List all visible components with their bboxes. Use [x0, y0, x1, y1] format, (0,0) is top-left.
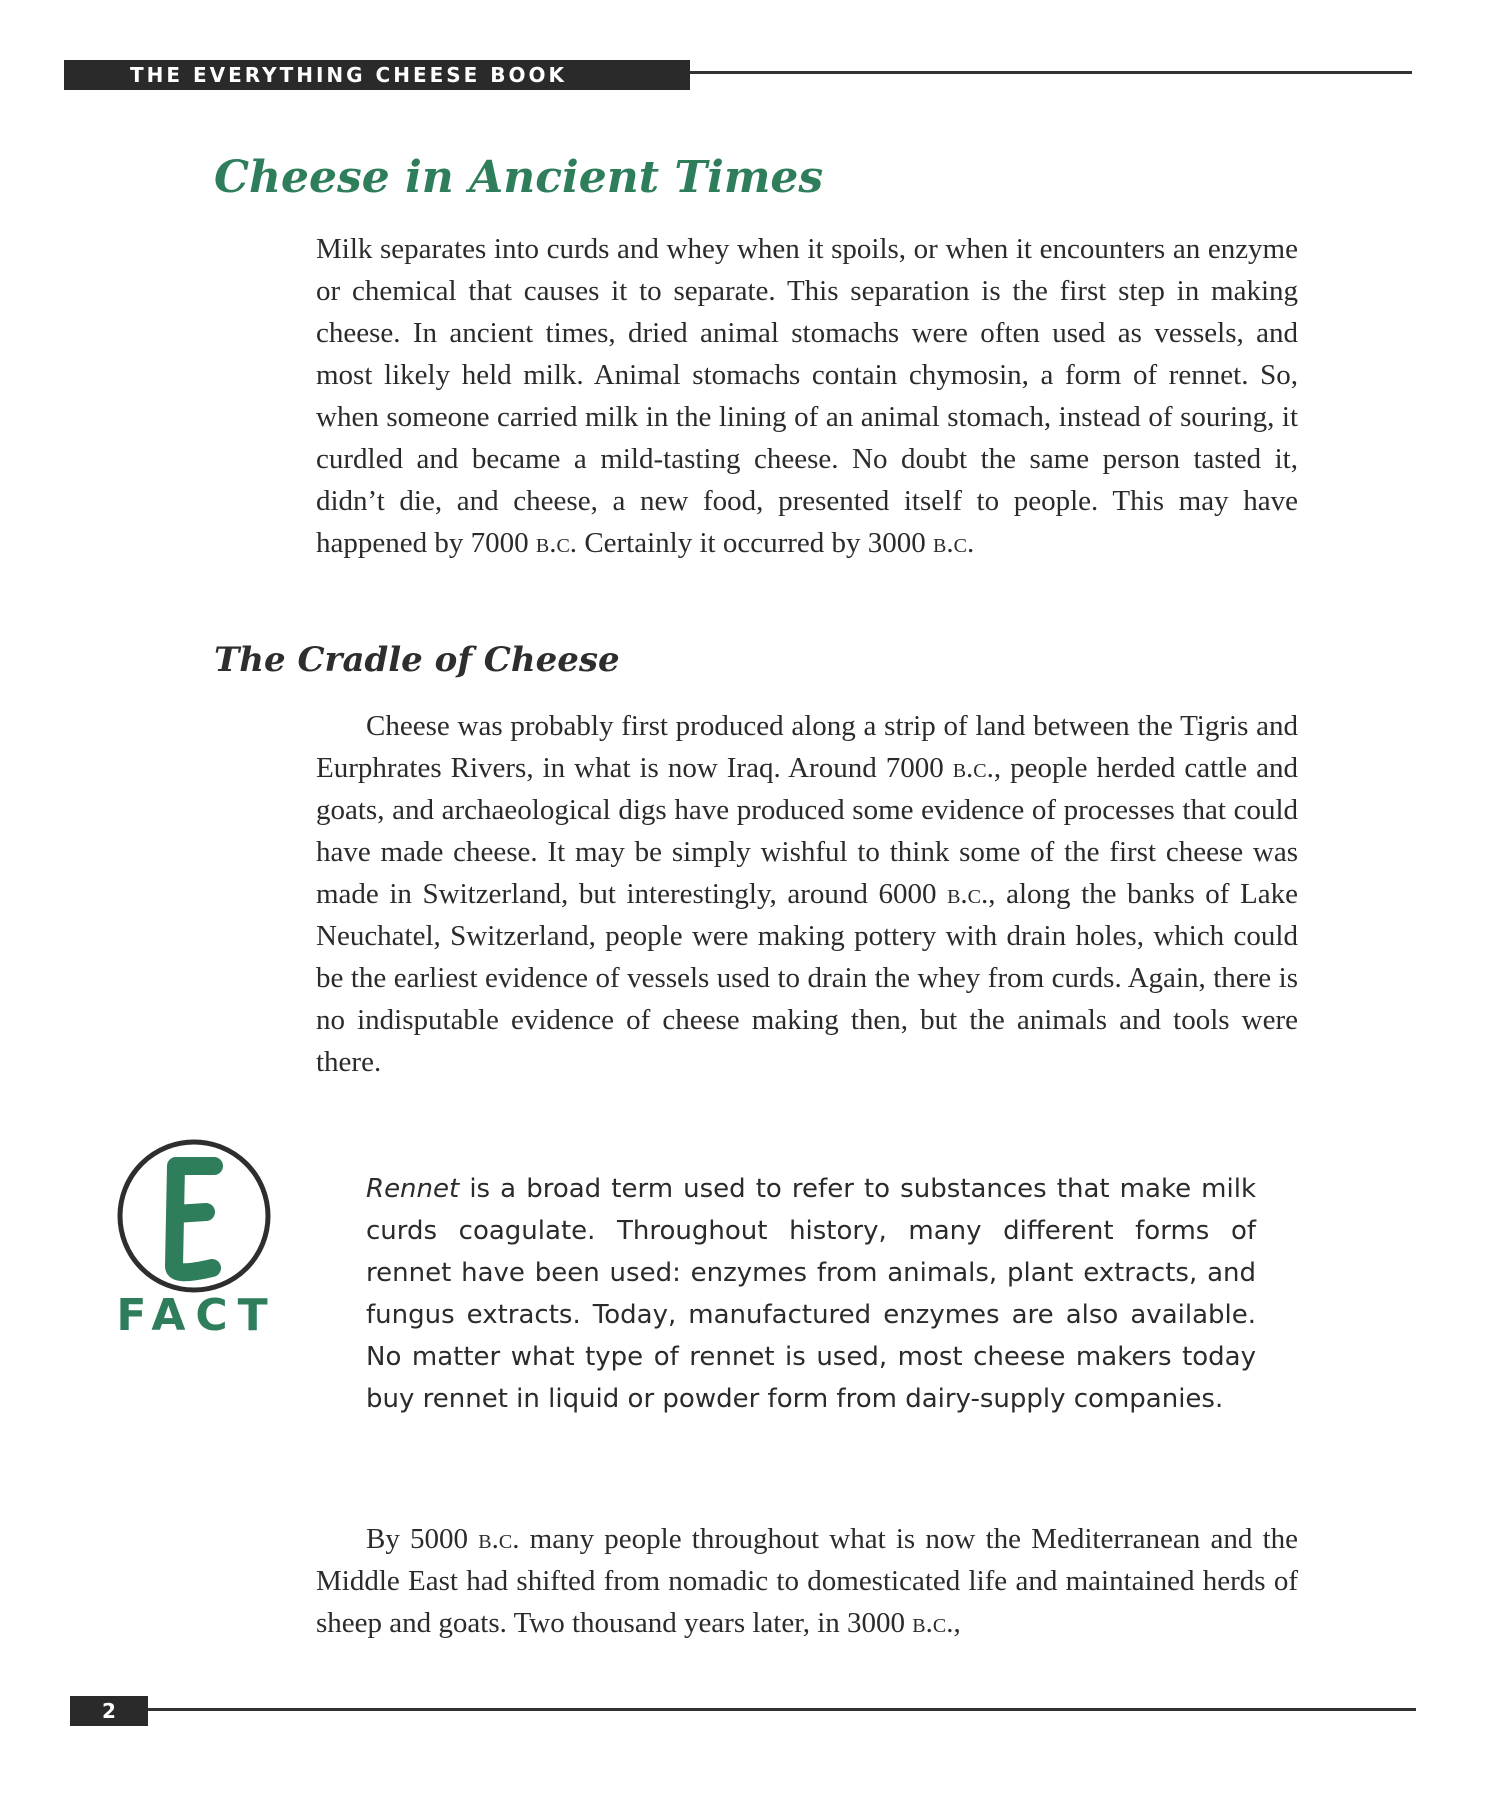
- paragraph-cradle: Cheese was probably first produced along a strip of land between the Tigris and Eurphrates Rivers, in what is now Iraq. Around 7000 b.c., people herded cattle and goats, and archaeological digs have produced some evidence of processes that could have made cheese. It may be simply wishful to think some of the first cheese was made in Switzerland, but interestingly, around 6000 b.c., along the banks of Lake Neuchatel, Switzerland, people were making pottery with drain holes, which could be the earliest evidence of vessels used to drain the whey from curds. Again, there is no indisputable evidence of cheese making then, but the animals and tools were there.: [316, 710, 1299, 1078]
- running-header: THE EVERYTHING CHEESE BOOK: [64, 60, 690, 90]
- fact-box-text: Rennet is a broad term used to refer to substances that make milk curds coagulate. Throughout history, many different forms of rennet have been used: enzymes from animals, plant extracts, and fungus extracts. Today, manufactured enzymes are also available. No matter what type of rennet is used, most cheese makers today buy rennet in liquid or powder form from dairy-supply companies.: [366, 1174, 1256, 1414]
- fact-term: Rennet: [366, 1174, 460, 1204]
- fact-label: FACT: [116, 1290, 278, 1341]
- section-title-ancient-times: Cheese in Ancient Times: [214, 152, 824, 203]
- page-number: 2: [70, 1696, 148, 1726]
- paragraph-ancient-times: Milk separates into curds and whey when it spoils, or when it encounters an enzyme or chemical that causes it to separate. This separation is the first step in making cheese. In ancient times, dried animal stomachs were often used as vessels, and most likely held milk. Animal stomachs contain chymosin, a form of rennet. So, when someone carried milk in the lining of an animal stomach, instead of souring, it curdled and became a mild-tasting cheese. No doubt the same person tasted it, didn’t die, and cheese, a new food, presented itself to people. This may have happened by 7000 b.c. Certainly it occurred by 3000 b.c.: [316, 233, 1298, 559]
- section-title-cradle: The Cradle of Cheese: [214, 640, 620, 680]
- header-rule: [690, 71, 1412, 74]
- paragraph-5000bc: By 5000 b.c. many people throughout what is now the Mediterranean and the Middle East had shifted from nomadic to domesticated life and maintained herds of sheep and goats. Two thousand years later, in 3000 b.c.,: [316, 1523, 1298, 1639]
- footer-rule: [148, 1708, 1416, 1711]
- fact-e-icon: [114, 1136, 274, 1296]
